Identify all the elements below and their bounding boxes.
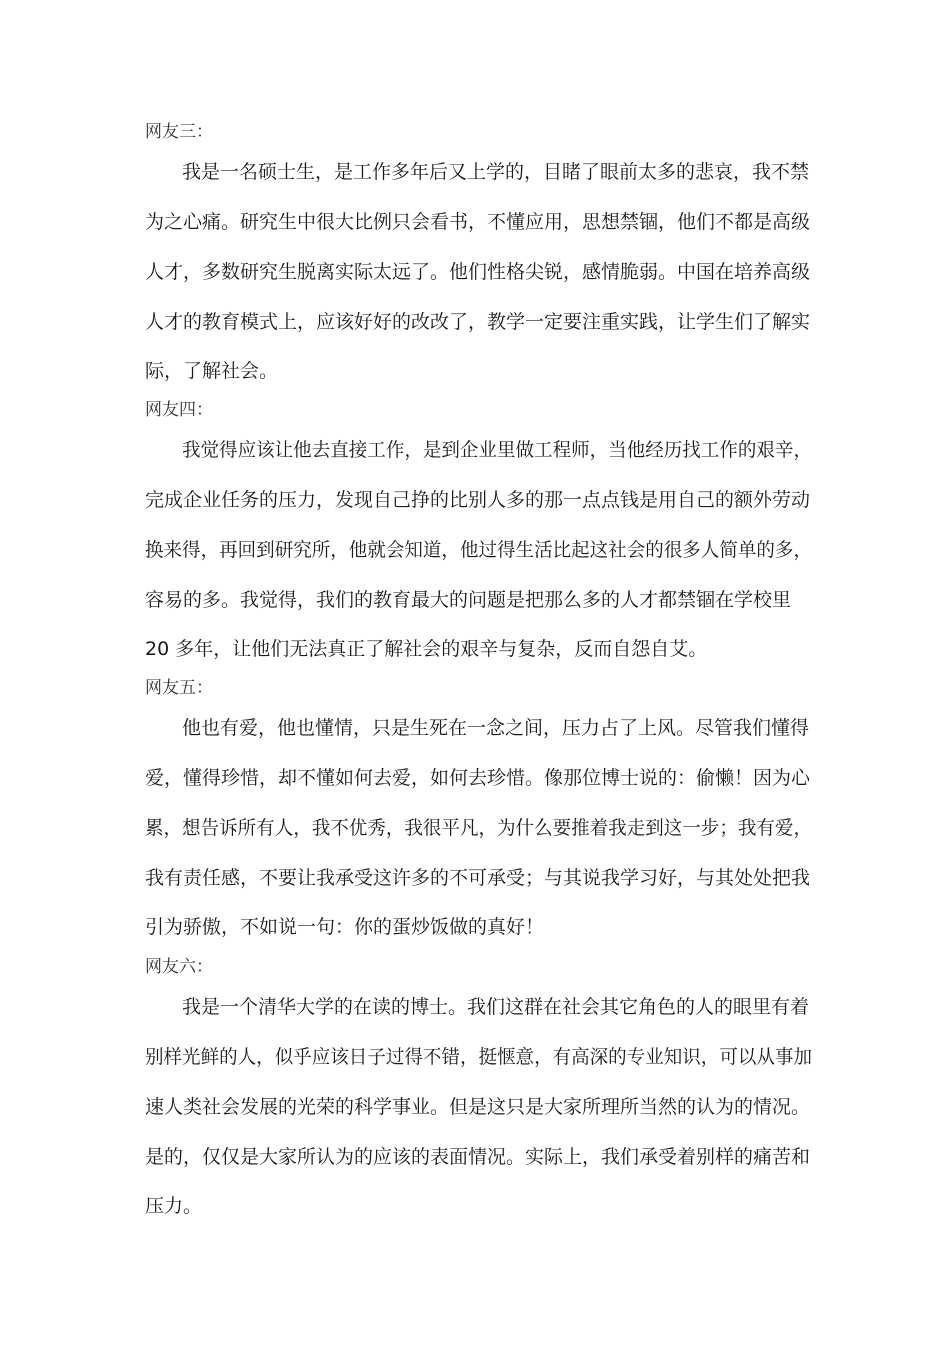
paragraph-line: 我是一名硕士生，是工作多年后又上学的，目睹了眼前太多的悲哀，我不禁 — [182, 161, 810, 183]
section-heading: 网友五： — [145, 678, 213, 698]
paragraph-line: 20 多年，让他们无法真正了解社会的艰辛与复杂，反而自怨自艾。 — [145, 638, 708, 660]
paragraph-line: 为之心痛。研究生中很大比例只会看书，不懂应用，思想禁锢，他们不都是高级 — [145, 211, 811, 233]
paragraph-line: 容易的多。我觉得，我们的教育最大的问题是把那么多的人才都禁锢在学校里 — [145, 589, 792, 611]
paragraph-line: 他也有爱，他也懂情，只是生死在一念之间，压力占了上风。尽管我们懂得 — [182, 717, 810, 739]
paragraph-line: 人才，多数研究生脱离实际太远了。他们性格尖锐，感情脆弱。中国在培养高级 — [145, 261, 811, 283]
paragraph-line: 速人类社会发展的光荣的科学事业。但是这只是大家所理所当然的认为的情况。 — [145, 1096, 811, 1118]
paragraph-line: 累，想告诉所有人，我不优秀，我很平凡，为什么要推着我走到这一步；我有爱， — [145, 817, 812, 839]
paragraph-line: 换来得，再回到研究所，他就会知道，他过得生活比起这社会的很多人简单的多， — [145, 539, 812, 561]
paragraph-line: 是的，仅仅是大家所认为的应该的表面情况。实际上，我们承受着别样的痛苦和 — [145, 1146, 811, 1168]
section-heading: 网友三： — [145, 122, 213, 142]
section-heading: 网友六： — [145, 957, 213, 977]
paragraph-line: 完成企业任务的压力，发现自己挣的比别人多的那一点点钱是用自己的额外劳动 — [145, 489, 811, 511]
section-heading: 网友四： — [145, 400, 213, 420]
paragraph-line: 我是一个清华大学的在读的博士。我们这群在社会其它角色的人的眼里有着 — [182, 996, 810, 1018]
paragraph-line: 我有责任感，不要让我承受这许多的不可承受；与其说我学习好，与其处处把我 — [145, 867, 811, 889]
paragraph-line: 引为骄傲，不如说一句：你的蛋炒饭做的真好！ — [145, 916, 545, 938]
paragraph-line: 别样光鲜的人，似乎应该日子过得不错，挺惬意，有高深的专业知识，可以从事加 — [145, 1046, 812, 1068]
paragraph-line: 人才的教育模式上，应该好好的改改了，教学一定要注重实践，让学生们了解实 — [145, 311, 811, 333]
paragraph-line: 爱，懂得珍惜，却不懂如何去爱，如何去珍惜。像那位博士说的：偷懒！因为心 — [145, 767, 811, 789]
paragraph-line: 压力。 — [145, 1195, 203, 1217]
paragraph-line: 我觉得应该让他去直接工作，是到企业里做工程师，当他经历找工作的艰辛， — [182, 439, 812, 461]
paragraph-line: 际，了解社会。 — [145, 360, 279, 382]
